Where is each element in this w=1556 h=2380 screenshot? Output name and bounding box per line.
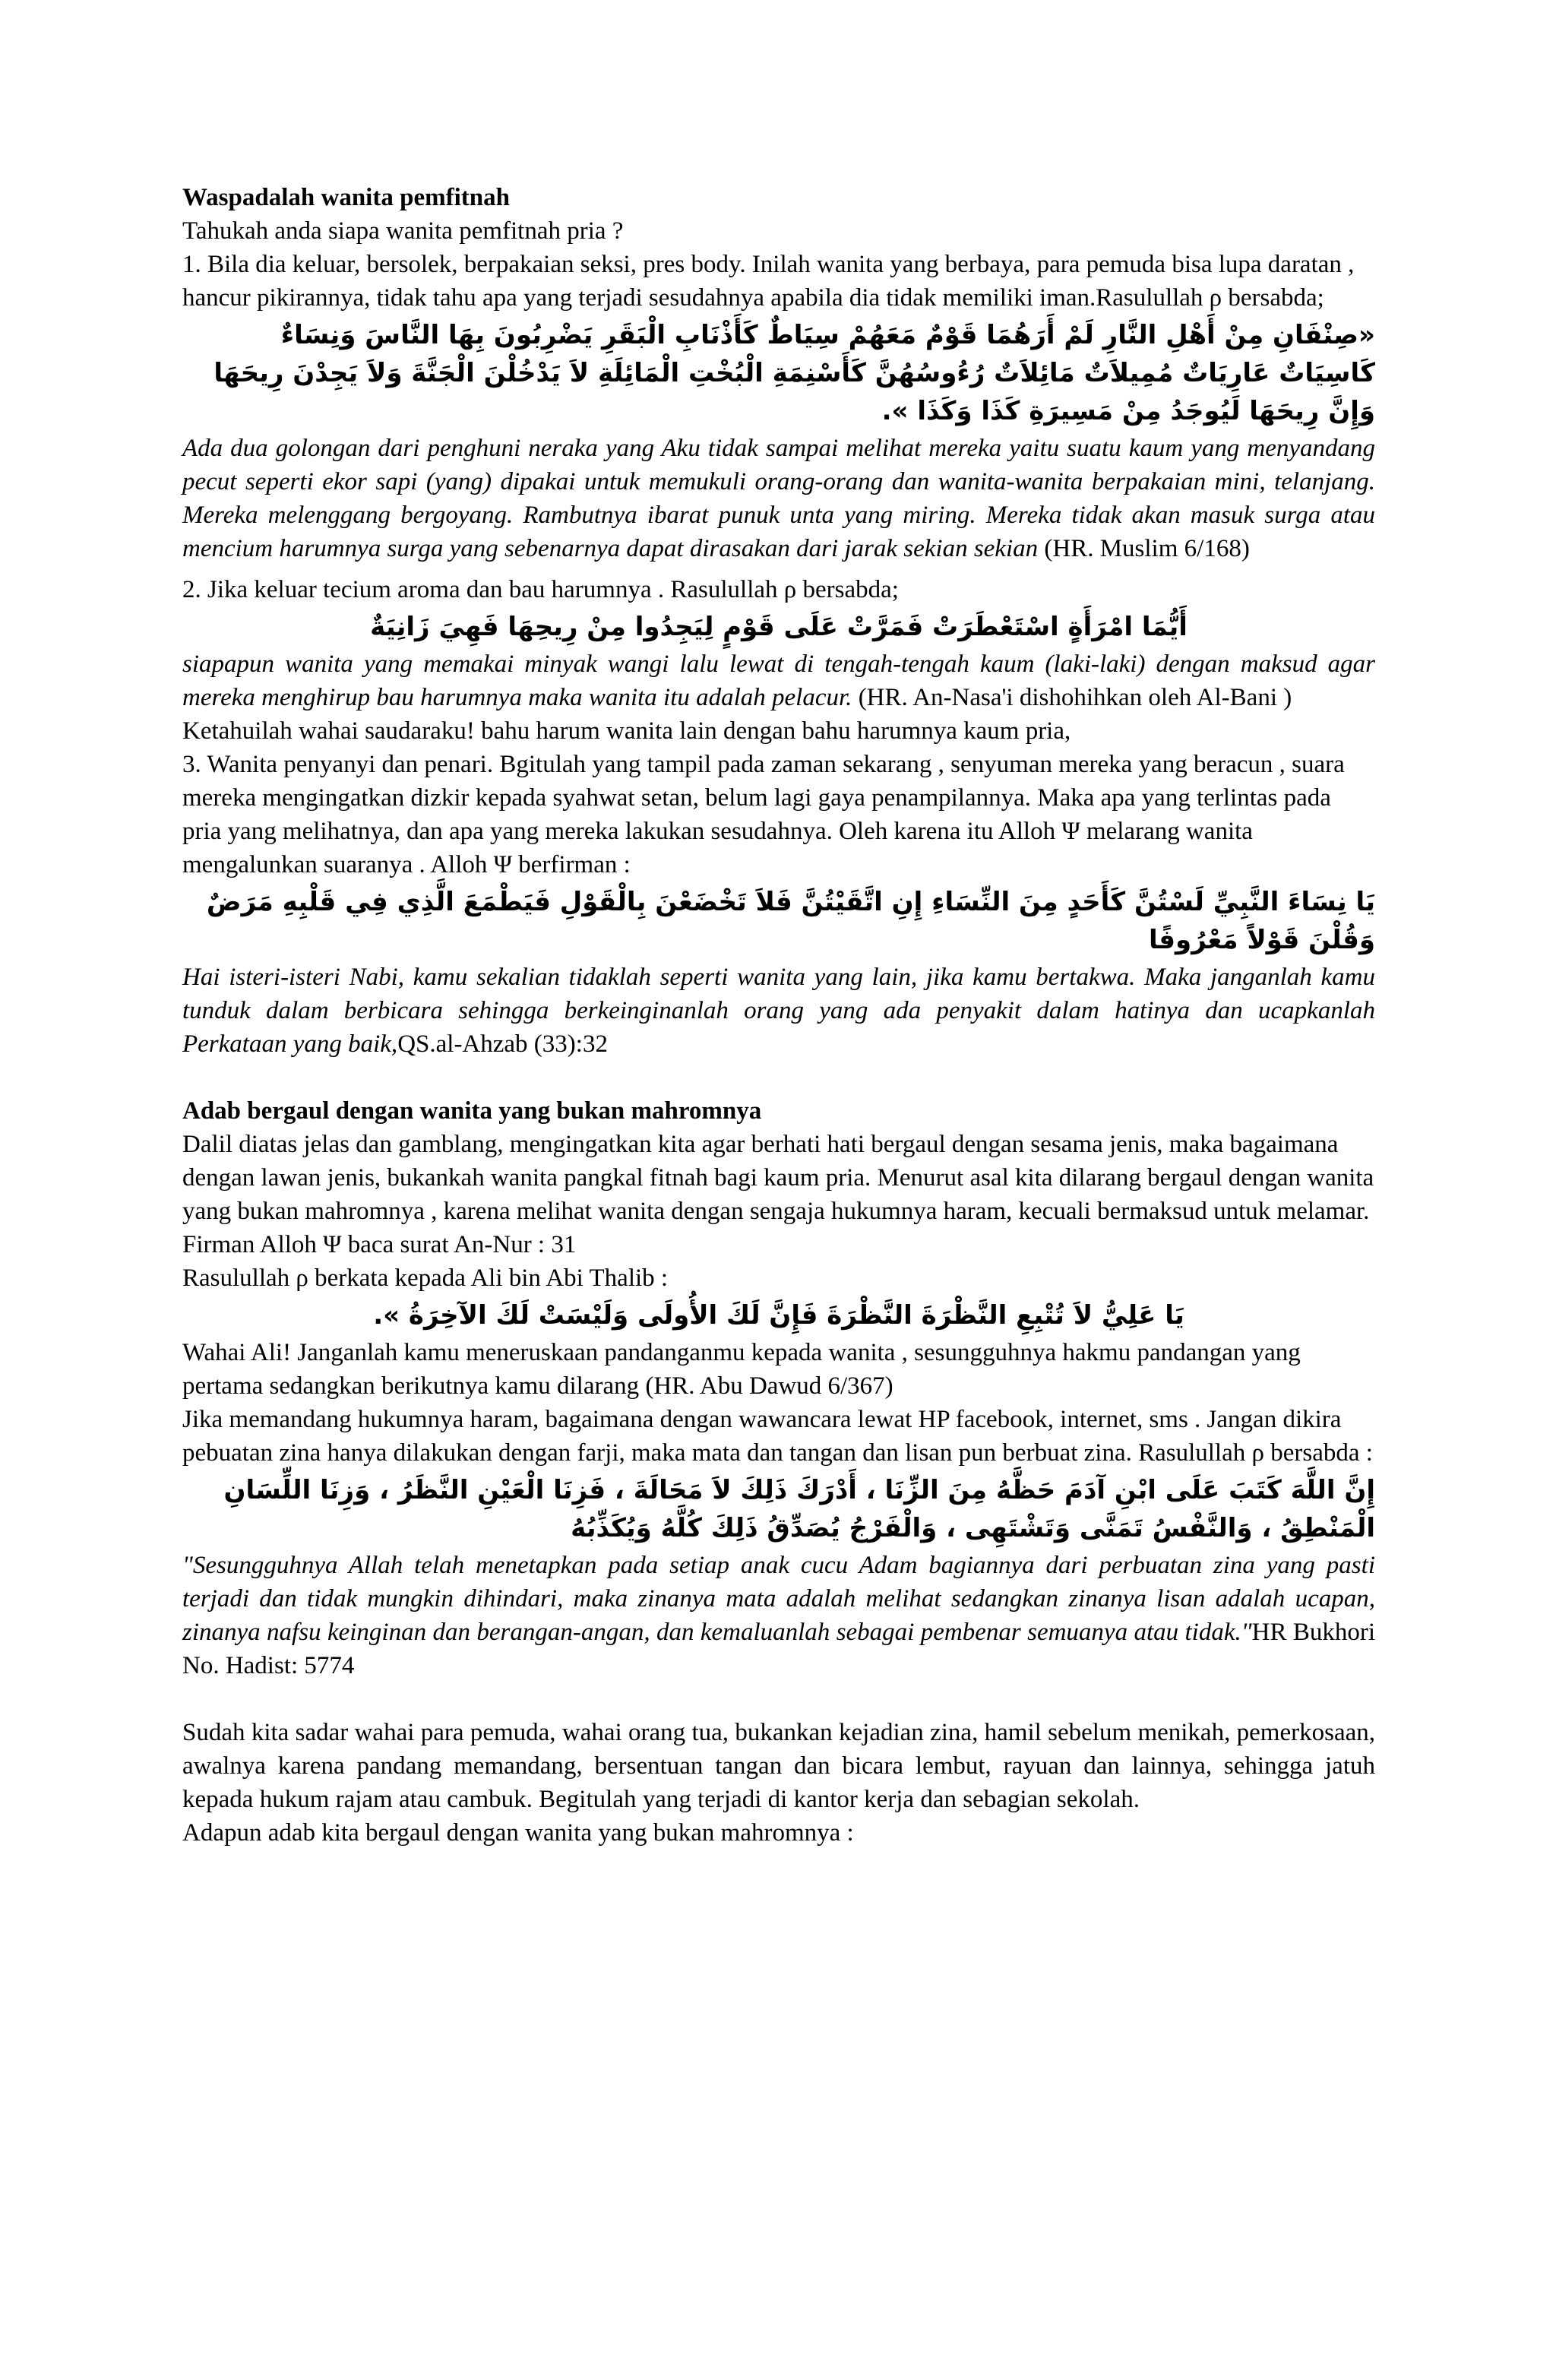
arabic-hadith-1: «صِنْفَانِ مِنْ أَهْلِ النَّارِ لَمْ أَرَهُمَا قَوْمٌ مَعَهُمْ سِيَاطٌ كَأَذْنَابِ الْبَقَرِ يَضْرِبُونَ بِهَا النَّاسَ وَنِسَاءٌ كَاسِيَاتٌ عَارِيَاتٌ مُمِيلاَتٌ مَائِلاَتٌ رُءُوسُهُنَّ كَأَسْنِمَةِ الْبُخْتِ الْمَائِلَةِ لاَ يَدْخُلْنَ الْجَنَّةَ وَلاَ يَجِدْنَ رِيحَهَا وَإِنَّ رِيحَهَا لَيُوجَدُ مِنْ مَسِيرَةِ كَذَا وَكَذَا ».	[213, 320, 1375, 426]
adab-paragraph-2: Jika memandang hukumnya haram, bagaimana dengan wawancara lewat HP facebook, internet, sms . Jangan dikira pebuatan zina hanya dilakukan dengan farji, maka mata dan tangan dan lisan pun berbuat zina. Rasulullah ρ bersabda :	[182, 1406, 1373, 1467]
question-line: Tahukah anda siapa wanita pemfitnah pria ?	[182, 217, 624, 245]
hadith-intro-line: Rasulullah ρ berkata kepada Ali bin Abi Thalib :	[182, 1264, 669, 1292]
translation-3	[182, 961, 1375, 1061]
arabic-hadith-ali: يَا عَلِيُّ لاَ تُتْبِعِ النَّظْرَةَ النَّظْرَةَ فَإِنَّ لَكَ الأُولَى وَلَيْسَتْ لَكَ الآخِرَةُ ».	[373, 1300, 1184, 1331]
point-2-paragraph: 2. Jika keluar tecium aroma dan bau harumnya . Rasulullah ρ bersabda;	[182, 576, 899, 603]
translation-5	[182, 1549, 1375, 1682]
section-heading-waspadalah: Waspadalah wanita pemfitnah	[182, 184, 510, 211]
section-heading-adab: Adab bergaul dengan wanita yang bukan mahromnya	[182, 1097, 762, 1125]
translation-5-text: "Sesungguhnya Allah telah menetapkan pada setiap anak cucu Adam bagiannya dari perbuatan zina yang pasti terjadi dan tidak mungkin dihindari, maka zinanya mata adalah melihat sedangkan zinanya lisan adalah ucapan, zinanya nafsu keinginan dan berangan-angan, dan kemaluanlah sebagai pembenar semuanya atau tidak."	[182, 1552, 1375, 1646]
translation-2	[182, 647, 1375, 714]
arabic-hadith-zina: إِنَّ اللَّهَ كَتَبَ عَلَى ابْنِ آدَمَ حَظَّهُ مِنَ الزِّنَا ، أَدْرَكَ ذَلِكَ لاَ مَحَالَةَ ، فَزِنَا الْعَيْنِ النَّظَرُ ، وَزِنَا اللِّسَانِ الْمَنْطِقُ ، وَالنَّفْسُ تَمَنَّى وَتَشْتَهِى ، وَالْفَرْجُ يُصَدِّقُ ذَلِكَ كُلَّهُ وَيُكَذِّبُهُ	[223, 1475, 1375, 1543]
source-2: (HR. An-Nasa'i dishohihkan oleh Al-Bani )	[858, 684, 1292, 711]
arabic-ayah-ahzab: يَا نِسَاءَ النَّبِيِّ لَسْتُنَّ كَأَحَدٍ مِنَ النِّسَاءِ إِنِ اتَّقَيْتُنَّ فَلاَ تَخْضَعْنَ بِالْقَوْلِ فَيَطْمَعَ الَّذِي فِي قَلْبِهِ مَرَضٌ وَقُلْنَ قَوْلاً مَعْرُوفًا	[206, 887, 1375, 955]
translation-3-text: Hai isteri-isteri Nabi, kamu sekalian tidaklah seperti wanita yang lain, jika kamu bertakwa. Maka janganlah kamu tunduk dalam berbicara sehingga berkeinginanlah orang yang ada penyakit dalam hatinya dan ucapkanlah Perkataan yang baik,	[182, 964, 1375, 1058]
source-5: HR Bukhori No. Hadist: 5774	[182, 1619, 1376, 1679]
point-1-paragraph: 1. Bila dia keluar, bersolek, berpakaian seksi, pres body. Inilah wanita yang berbaya, para pemuda bisa lupa daratan , hancur pikirannya, tidak tahu apa yang terjadi sesudahnya apabila dia tidak memiliki iman.Rasulullah ρ bersabda;	[182, 251, 1355, 312]
adab-paragraph-1: Dalil diatas jelas dan gamblang, mengingatkan kita agar berhati hati bergaul dengan sesama jenis, maka bagaimana dengan lawan jenis, bukankah wanita pangkal fitnah bagi kaum pria. Menurut asal kita dilarang bergaul dengan wanita yang bukan mahromnya , karena melihat wanita dengan sengaja hukumnya haram, kecuali bermaksud untuk melamar. Firman Alloh Ψ baca surat An-Nur : 31	[182, 1131, 1374, 1258]
source-3: QS.al-Ahzab (33):32	[397, 1030, 608, 1058]
note-line: Ketahuilah wahai saudaraku! bahu harum wanita lain dengan bahu harumnya kaum pria,	[182, 717, 1071, 745]
point-3-paragraph: 3. Wanita penyanyi dan penari. Bgitulah yang tampil pada zaman sekarang , senyuman mereka yang beracun , suara mereka mengingatkan dizkir kepada syahwat setan, belum lagi gaya penampilannya. Maka apa yang terlintas pada pria yang melihatnya, dan apa yang mereka lakukan sesudahnya. Oleh karena itu Alloh Ψ melarang wanita mengalunkan suaranya . Alloh Ψ berfirman :	[182, 751, 1345, 878]
translation-2-text: siapapun wanita yang memakai minyak wangi lalu lewat di tengah-tengah kaum (laki-laki) dengan maksud agar mereka menghirup bau harumnya maka wanita itu adalah pelacur.	[182, 650, 1375, 711]
arabic-hadith-2: أَيُّمَا امْرَأَةٍ اسْتَعْطَرَتْ فَمَرَّتْ عَلَى قَوْمٍ لِيَجِدُوا مِنْ رِيحِهَا فَهِيَ زَانِيَةٌ	[370, 612, 1188, 642]
translation-1-text: Ada dua golongan dari penghuni neraka yang Aku tidak sampai melihat mereka yaitu suatu kaum yang menyandang pecut seperti ekor sapi (yang) dipakai untuk memukuli orang-orang dan wanita-wanita berpakaian mini, telanjang. Mereka melenggang bergoyang. Rambutnya ibarat punuk unta yang miring. Mereka tidak akan masuk surga atau mencium harumnya surga yang sebenarnya dapat dirasakan dari jarak sekian sekian	[182, 435, 1375, 562]
document-page	[182, 181, 1375, 1850]
adab-paragraph-4: Adapun adab kita bergaul dengan wanita yang bukan mahromnya :	[182, 1819, 854, 1847]
translation-1	[182, 432, 1375, 565]
source-1: (HR. Muslim 6/168)	[1044, 535, 1250, 562]
translation-4: Wahai Ali! Janganlah kamu meneruskaan pandanganmu kepada wanita , sesungguhnya hakmu pandangan yang pertama sedangkan berikutnya kamu dilarang (HR. Abu Dawud 6/367)	[182, 1339, 1301, 1400]
adab-paragraph-3: Sudah kita sadar wahai para pemuda, wahai orang tua, bukankan kejadian zina, hamil sebelum menikah, pemerkosaan, awalnya karena pandang memandang, bersentuan tangan dan bicara lembut, rayuan dan lainnya, sehingga jatuh kepada hukum rajam atau cambuk. Begitulah yang terjadi di kantor kerja dan sebagian sekolah.	[182, 1719, 1375, 1813]
